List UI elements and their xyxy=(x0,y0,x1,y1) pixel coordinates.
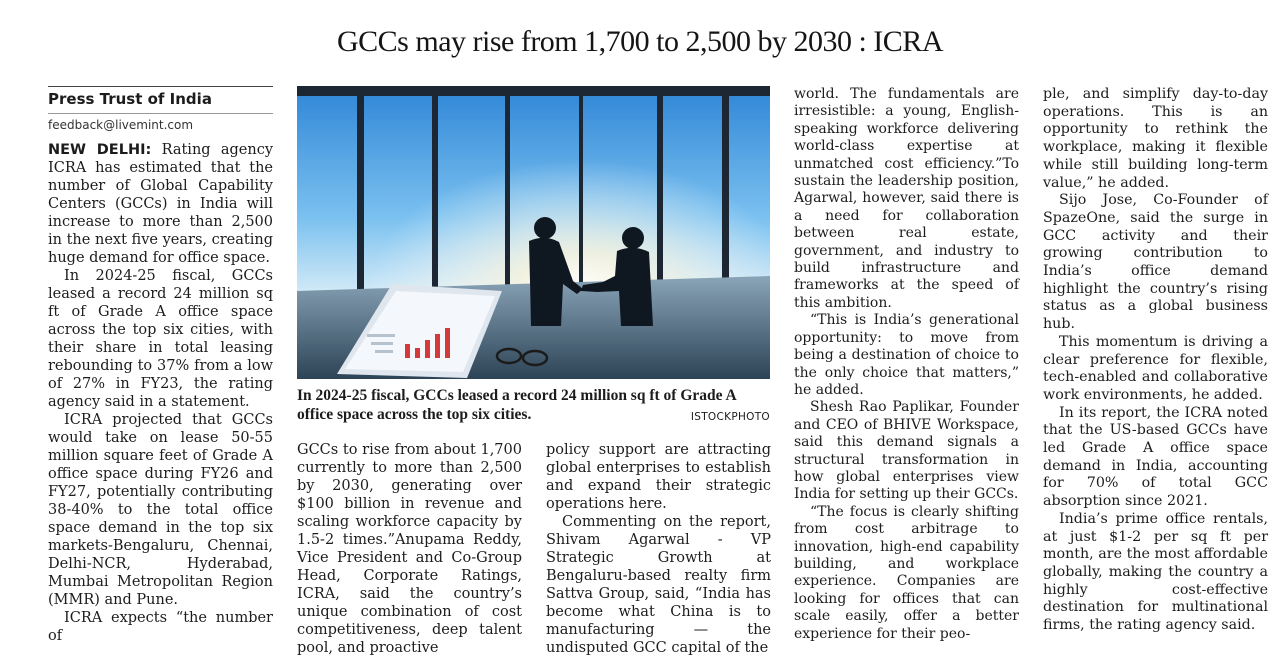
article-paragraph: GCCs to rise from about 1,700 currently to more than 2,500 by 2030, generating over $100 billion in revenue and scaling workforce capacity by 1.5-2 times.”Anupama Reddy, Vice President and Co-Group Head, Corporate Ratings, ICRA, said the country’s unique combination of cost competitiveness, deep talent pool, and proactive xyxy=(297,442,522,656)
photo-caption xyxy=(297,386,770,427)
article-paragraph: “This is India’s generational opportunity: to move from being a destination of choice to the only choice that matters,” he added. xyxy=(794,312,1019,398)
paragraph-text: Rating agency ICRA has estimated that the number of Global Capability Centers (GCCs) in India will increase to more than 2,500 in the next five years, creating huge demand for office space. xyxy=(48,142,274,266)
article-paragraph: Commenting on the report, Shivam Agarwal - VP Strategic Growth at Bengaluru-based realty firm Sattva Group, said, “India has become what China is to manufacturing — the undisputed GCC capital of the xyxy=(546,514,771,656)
article-paragraph: ICRA projected that GCCs would take on lease 50-55 million square feet of Grade A office space during FY26 and FY27, potentially contributing 38-40% to the total office space demand in the top six markets-Bengaluru, Chennai, Delhi-NCR, Hyderabad, Mumbai Metropolitan Region (MMR) and Pune. xyxy=(48,412,273,608)
article-photo xyxy=(297,86,770,379)
article-paragraph: “The focus is clearly shifting from cost arbitrage to innovation, high-end capability building, and workplace experience. Companies are looking for offices that can scale easily, offer a better experience for their peo- xyxy=(794,503,1019,642)
article-paragraph: Sijo Jose, Co-Founder of SpazeOne, said the surge in GCC activity and their growing contribution to India’s office demand highlight the country’s rising status as a global business hub. xyxy=(1043,192,1268,333)
article-column-4 xyxy=(794,86,1019,643)
article-paragraph: ple, and simplify day-to-day operations. This is an opportunity to rethink the workplace, making it flexible while still building long-term value,” he added. xyxy=(1043,86,1268,191)
article-column-3 xyxy=(546,441,771,657)
dateline: NEW DELHI: xyxy=(48,142,152,158)
article-paragraph: Shesh Rao Paplikar, Founder and CEO of BHIVE Workspace, said this demand signals a structural transformation in how global enterprises view India for setting up their GCCs. xyxy=(794,399,1019,503)
photo-credit: ISTOCKPHOTO xyxy=(690,411,770,423)
article-column-2 xyxy=(297,441,522,657)
article-column-5 xyxy=(1043,86,1268,635)
article-paragraph: This momentum is driving a clear preference for flexible, tech-enabled and collaborative work environments, he added. xyxy=(1043,333,1268,403)
feedback-email[interactable]: feedback@livemint.com xyxy=(48,118,194,132)
byline: Press Trust of India xyxy=(48,90,212,108)
article-paragraph: In 2024-25 fiscal, GCCs leased a record 24 million sq ft of Grade A office space across the top six cities, with their share in total leasing rebounding to 37% from a low of 27% in FY23, the rating agency said in a statement. xyxy=(48,268,273,410)
byline-divider xyxy=(48,113,273,114)
article-paragraph: India’s prime office rentals, at just $1-2 per sq ft per month, are the most affordable globally, making the country a highly cost-effective destination for multinational firms, the rating agency said. xyxy=(1043,510,1268,634)
article-paragraph xyxy=(48,141,273,267)
headline: GCCs may rise from 1,700 to 2,500 by 2030 : ICRA xyxy=(337,25,943,58)
article-column-1 xyxy=(48,141,273,645)
article-paragraph: world. The fundamentals are irresistible: a young, English-speaking workforce delivering world-class expertise at unmatched cost efficiency.”To sustain the leadership position, Agarwal, however, said there is a need for collaboration between real estate, government, and industry to build infrastructure and frameworks at the speed of this ambition. xyxy=(794,86,1019,311)
article-paragraph: In its report, the ICRA noted that the US-based GCCs have led Grade A office space demand in India, accounting for 70% of total GCC absorption since 2021. xyxy=(1043,404,1268,510)
handshake-photo-illustration xyxy=(297,86,770,379)
byline-rule xyxy=(48,86,273,87)
caption-text: In 2024-25 fiscal, GCCs leased a record 24 million sq ft of Grade A office space across the top six cities. xyxy=(297,387,736,423)
article-paragraph: ICRA expects “the number of xyxy=(48,610,273,644)
article-paragraph: policy support are attracting global enterprises to establish and expand their strategic operations here. xyxy=(546,442,771,512)
